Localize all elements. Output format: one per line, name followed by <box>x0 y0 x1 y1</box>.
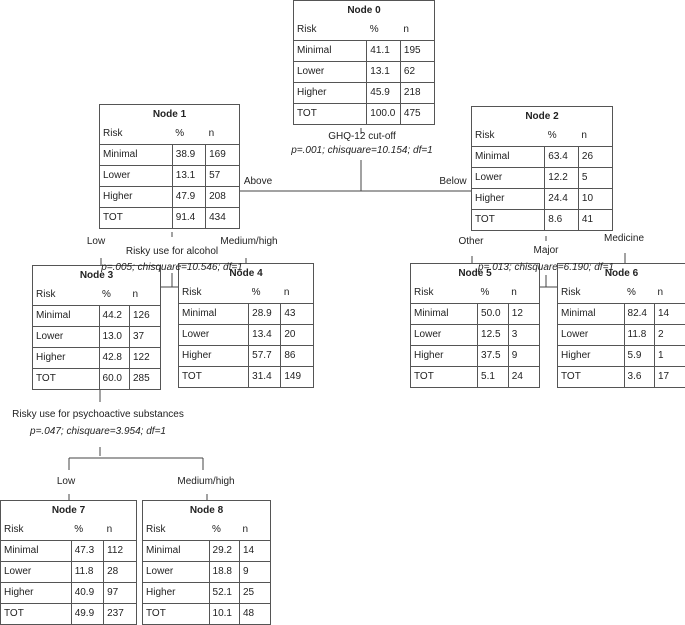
branch-label-medicine: Medicine <box>604 233 644 244</box>
pct-cell: 52.1 <box>209 583 239 604</box>
table-row <box>558 304 685 325</box>
pct-cell: 24.4 <box>545 189 579 210</box>
risk-cell: Higher <box>100 187 172 208</box>
n-cell: 3 <box>508 325 539 346</box>
n-cell: 41 <box>578 210 612 231</box>
n-cell: 43 <box>281 304 313 325</box>
table-row <box>1 583 136 604</box>
pct-cell: 42.8 <box>99 348 129 369</box>
header-pct: % <box>367 20 401 41</box>
header-pct: % <box>99 285 129 306</box>
n-cell: 14 <box>655 304 685 325</box>
n-cell: 24 <box>508 367 539 388</box>
header-n: n <box>240 520 271 541</box>
header-pct: % <box>545 126 579 147</box>
table-row <box>472 168 612 189</box>
pct-cell: 41.1 <box>367 41 401 62</box>
n-cell: 112 <box>104 541 136 562</box>
risk-cell: TOT <box>294 104 367 125</box>
n-cell: 208 <box>206 187 239 208</box>
risk-cell: TOT <box>100 208 172 229</box>
pct-cell: 5.9 <box>624 346 654 367</box>
pct-cell: 5.1 <box>478 367 509 388</box>
n-cell: 86 <box>281 346 313 367</box>
n-cell: 9 <box>508 346 539 367</box>
risk-cell: Higher <box>143 583 209 604</box>
node-table <box>472 107 612 230</box>
n-cell: 57 <box>206 166 239 187</box>
table-row <box>558 346 685 367</box>
n-cell: 218 <box>400 83 434 104</box>
risk-cell: Lower <box>1 562 71 583</box>
n-cell: 285 <box>130 369 161 390</box>
risk-cell: Higher <box>1 583 71 604</box>
risk-cell: Higher <box>411 346 478 367</box>
node-6-box <box>557 263 685 388</box>
header-risk: Risk <box>472 126 545 147</box>
pct-cell: 63.4 <box>545 147 579 168</box>
pct-cell: 49.9 <box>71 604 103 625</box>
header-pct: % <box>249 283 281 304</box>
table-row <box>143 541 270 562</box>
n-cell: 2 <box>655 325 685 346</box>
table-row <box>411 346 539 367</box>
n-cell: 25 <box>240 583 271 604</box>
risk-cell: Lower <box>558 325 624 346</box>
pct-cell: 29.2 <box>209 541 239 562</box>
branch-label-medium-high: Medium/high <box>220 236 277 247</box>
table-row <box>100 187 239 208</box>
n-cell: 48 <box>240 604 271 625</box>
risk-cell: Minimal <box>100 145 172 166</box>
header-risk: Risk <box>1 520 71 541</box>
pct-cell: 31.4 <box>249 367 281 388</box>
table-row <box>472 189 612 210</box>
node-title: Node 5 <box>411 264 539 283</box>
header-pct: % <box>478 283 509 304</box>
header-risk: Risk <box>143 520 209 541</box>
risk-cell: Lower <box>143 562 209 583</box>
table-row <box>294 62 434 83</box>
table-row <box>179 346 313 367</box>
risk-cell: Minimal <box>294 41 367 62</box>
pct-cell: 28.9 <box>249 304 281 325</box>
risk-cell: TOT <box>472 210 545 231</box>
pct-cell: 45.9 <box>367 83 401 104</box>
header-risk: Risk <box>558 283 624 304</box>
pct-cell: 40.9 <box>71 583 103 604</box>
table-row <box>33 369 160 390</box>
n-cell: 37 <box>130 327 161 348</box>
header-n: n <box>130 285 161 306</box>
node-2-box <box>471 106 613 231</box>
node-8-box <box>142 500 271 625</box>
node-title: Node 1 <box>100 105 239 124</box>
split-variable-ghq: GHQ-12 cut-off <box>328 131 396 142</box>
pct-cell: 3.6 <box>624 367 654 388</box>
node-table <box>33 266 160 389</box>
node-table <box>179 264 313 387</box>
header-n: n <box>281 283 313 304</box>
node-4-box <box>178 263 314 388</box>
table-row <box>179 367 313 388</box>
n-cell: 237 <box>104 604 136 625</box>
header-risk: Risk <box>411 283 478 304</box>
table-row <box>294 83 434 104</box>
node-table <box>143 501 270 624</box>
pct-cell: 13.4 <box>249 325 281 346</box>
node-table <box>100 105 239 228</box>
header-n: n <box>206 124 239 145</box>
header-risk: Risk <box>33 285 99 306</box>
split-stats-major: p=.013; chisquare=6.190; df=1 <box>478 262 614 273</box>
pct-cell: 91.4 <box>172 208 205 229</box>
header-n: n <box>400 20 434 41</box>
header-n: n <box>578 126 612 147</box>
n-cell: 149 <box>281 367 313 388</box>
risk-cell: Minimal <box>411 304 478 325</box>
pct-cell: 18.8 <box>209 562 239 583</box>
split-variable-psychoactive: Risky use for psychoactive substances <box>12 409 184 420</box>
n-cell: 12 <box>508 304 539 325</box>
n-cell: 5 <box>578 168 612 189</box>
header-pct: % <box>209 520 239 541</box>
n-cell: 475 <box>400 104 434 125</box>
node-1-box <box>99 104 240 229</box>
pct-cell: 82.4 <box>624 304 654 325</box>
n-cell: 62 <box>400 62 434 83</box>
header-risk: Risk <box>294 20 367 41</box>
n-cell: 28 <box>104 562 136 583</box>
risk-cell: Lower <box>100 166 172 187</box>
branch-label-low-2: Low <box>57 476 75 487</box>
branch-label-below: Below <box>439 176 466 187</box>
split-stats-ghq: p=.001; chisquare=10.154; df=1 <box>291 145 433 156</box>
table-row <box>558 325 685 346</box>
risk-cell: TOT <box>558 367 624 388</box>
pct-cell: 57.7 <box>249 346 281 367</box>
n-cell: 97 <box>104 583 136 604</box>
risk-cell: TOT <box>411 367 478 388</box>
pct-cell: 12.2 <box>545 168 579 189</box>
n-cell: 126 <box>130 306 161 327</box>
table-row <box>1 604 136 625</box>
risk-cell: Lower <box>472 168 545 189</box>
risk-cell: TOT <box>33 369 99 390</box>
risk-cell: Higher <box>33 348 99 369</box>
pct-cell: 8.6 <box>545 210 579 231</box>
table-row <box>411 304 539 325</box>
table-row <box>179 304 313 325</box>
pct-cell: 100.0 <box>367 104 401 125</box>
n-cell: 20 <box>281 325 313 346</box>
pct-cell: 13.1 <box>172 166 205 187</box>
header-n: n <box>655 283 685 304</box>
risk-cell: Minimal <box>143 541 209 562</box>
branch-label-other: Other <box>458 236 483 247</box>
table-row <box>33 348 160 369</box>
table-row <box>143 583 270 604</box>
risk-cell: Lower <box>179 325 249 346</box>
header-pct: % <box>172 124 205 145</box>
pct-cell: 10.1 <box>209 604 239 625</box>
split-variable-major: Major <box>533 245 558 256</box>
risk-cell: Minimal <box>472 147 545 168</box>
node-table <box>411 264 539 387</box>
branch-label-medium-high-2: Medium/high <box>177 476 234 487</box>
table-row <box>100 208 239 229</box>
table-row <box>411 325 539 346</box>
pct-cell: 12.5 <box>478 325 509 346</box>
risk-cell: Higher <box>472 189 545 210</box>
table-row <box>143 562 270 583</box>
table-row <box>100 145 239 166</box>
pct-cell: 60.0 <box>99 369 129 390</box>
n-cell: 26 <box>578 147 612 168</box>
header-pct: % <box>71 520 103 541</box>
header-n: n <box>104 520 136 541</box>
risk-cell: Minimal <box>558 304 624 325</box>
n-cell: 14 <box>240 541 271 562</box>
risk-cell: Higher <box>179 346 249 367</box>
table-row <box>294 104 434 125</box>
node-title: Node 3 <box>33 266 160 285</box>
node-title: Node 6 <box>558 264 685 283</box>
n-cell: 195 <box>400 41 434 62</box>
pct-cell: 47.9 <box>172 187 205 208</box>
table-row <box>33 306 160 327</box>
node-title: Node 8 <box>143 501 270 520</box>
table-row <box>472 147 612 168</box>
risk-cell: Minimal <box>1 541 71 562</box>
n-cell: 434 <box>206 208 239 229</box>
risk-cell: Higher <box>558 346 624 367</box>
n-cell: 9 <box>240 562 271 583</box>
pct-cell: 11.8 <box>71 562 103 583</box>
split-variable-alcohol: Risky use for alcohol <box>126 246 218 257</box>
risk-cell: TOT <box>179 367 249 388</box>
table-row <box>294 41 434 62</box>
risk-cell: Lower <box>294 62 367 83</box>
header-n: n <box>508 283 539 304</box>
table-row <box>472 210 612 231</box>
table-row <box>1 541 136 562</box>
node-table <box>1 501 136 624</box>
risk-cell: Minimal <box>179 304 249 325</box>
branch-label-low: Low <box>87 236 105 247</box>
risk-cell: TOT <box>1 604 71 625</box>
branch-label-above: Above <box>244 176 272 187</box>
header-pct: % <box>624 283 654 304</box>
node-title: Node 7 <box>1 501 136 520</box>
pct-cell: 13.1 <box>367 62 401 83</box>
table-row <box>143 604 270 625</box>
node-7-box <box>0 500 137 625</box>
node-table <box>558 264 685 387</box>
table-row <box>100 166 239 187</box>
n-cell: 10 <box>578 189 612 210</box>
pct-cell: 44.2 <box>99 306 129 327</box>
node-title: Node 0 <box>294 1 434 20</box>
risk-cell: Minimal <box>33 306 99 327</box>
pct-cell: 38.9 <box>172 145 205 166</box>
table-row <box>1 562 136 583</box>
risk-cell: Lower <box>33 327 99 348</box>
risk-cell: Lower <box>411 325 478 346</box>
table-row <box>411 367 539 388</box>
node-title: Node 4 <box>179 264 313 283</box>
pct-cell: 11.8 <box>624 325 654 346</box>
header-risk: Risk <box>179 283 249 304</box>
n-cell: 17 <box>655 367 685 388</box>
node-title: Node 2 <box>472 107 612 126</box>
table-row <box>33 327 160 348</box>
node-table <box>294 1 434 124</box>
pct-cell: 47.3 <box>71 541 103 562</box>
header-risk: Risk <box>100 124 172 145</box>
node-0-box <box>293 0 435 125</box>
pct-cell: 37.5 <box>478 346 509 367</box>
n-cell: 169 <box>206 145 239 166</box>
risk-cell: TOT <box>143 604 209 625</box>
node-5-box <box>410 263 540 388</box>
split-stats-psychoactive: p=.047; chisquare=3.954; df=1 <box>30 426 166 437</box>
risk-cell: Higher <box>294 83 367 104</box>
split-stats-alcohol: p=.005; chisquare=10.546; df=1 <box>101 262 243 273</box>
table-row <box>179 325 313 346</box>
pct-cell: 50.0 <box>478 304 509 325</box>
n-cell: 122 <box>130 348 161 369</box>
table-row <box>558 367 685 388</box>
pct-cell: 13.0 <box>99 327 129 348</box>
node-3-box <box>32 265 161 390</box>
n-cell: 1 <box>655 346 685 367</box>
